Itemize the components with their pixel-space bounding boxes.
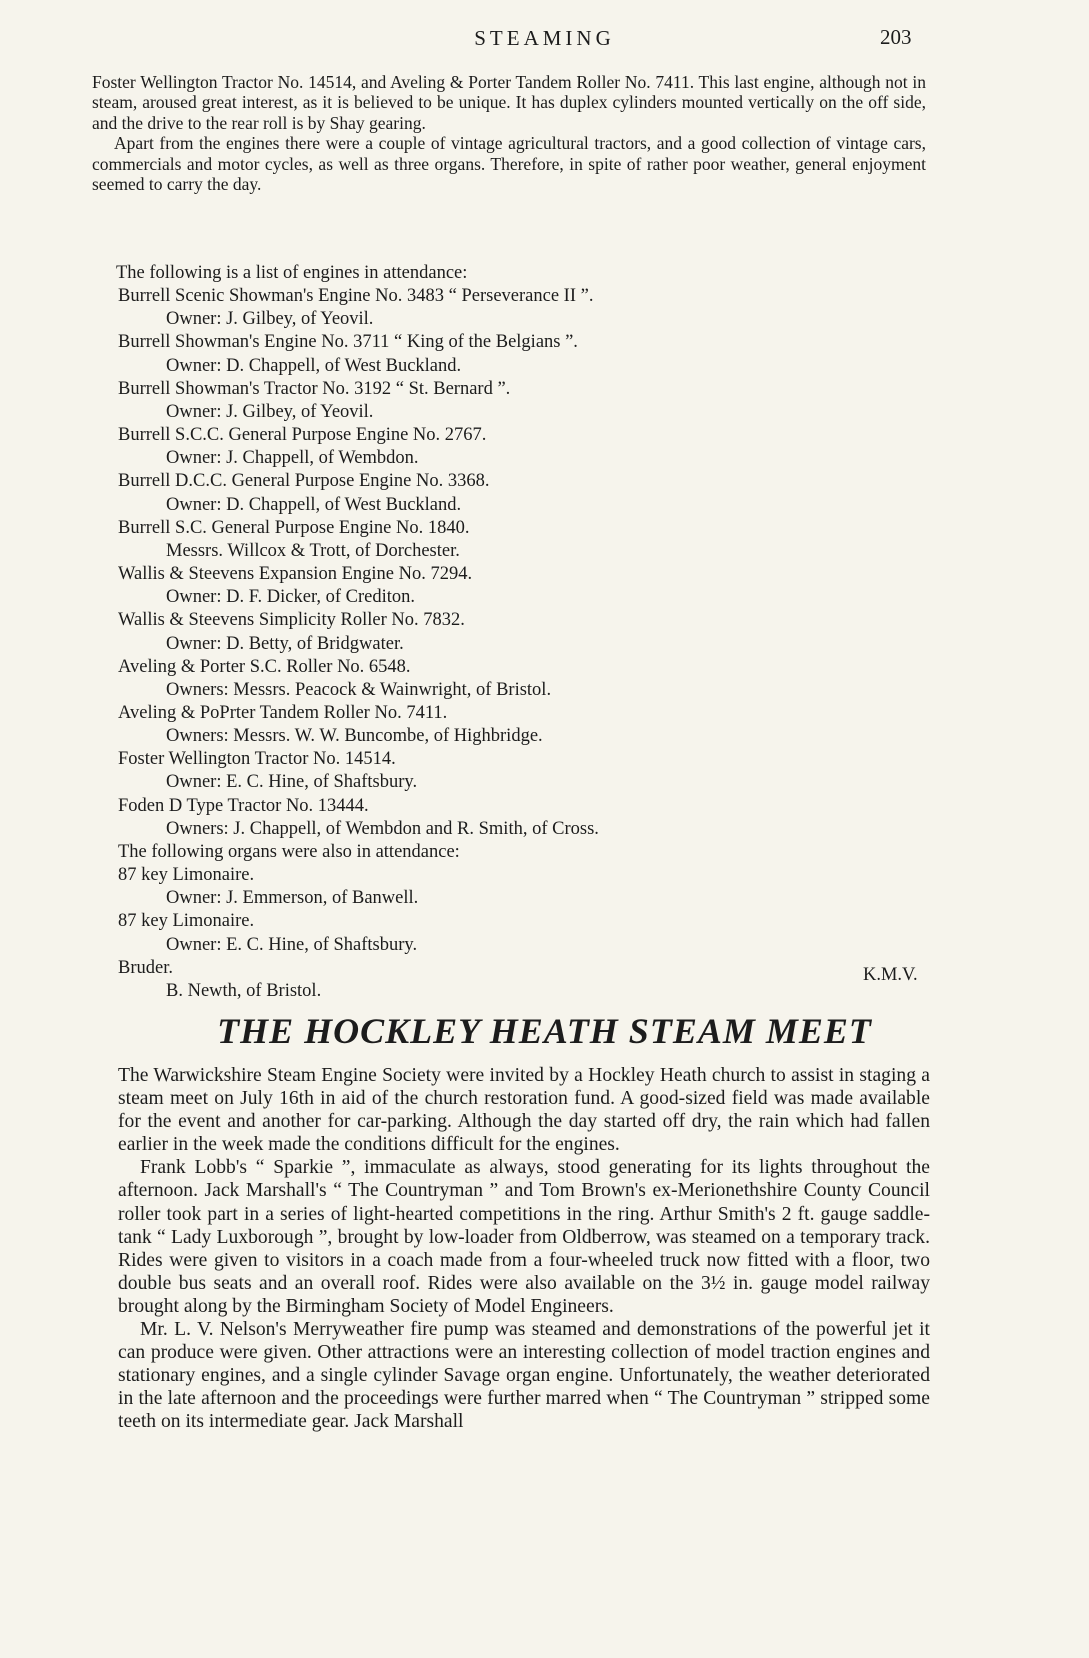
organ-entry: 87 key Limonaire. xyxy=(118,911,255,932)
engine-entry: Burrell S.C.C. General Purpose Engine No. 2767. xyxy=(118,425,487,446)
intro-paragraph: Apart from the engines there were a couple of vintage agricultural tractors, and a good collection of vintage cars, commercials and motor cycles, as well as three organs. Therefore, in spite of rather poor weather, general enjoyment seemed to carry the day. xyxy=(92,133,926,195)
attendance-list xyxy=(118,262,908,1003)
article-paragraph: Mr. L. V. Nelson's Merryweather fire pump was steamed and demonstrations of the powerful jet it can produce were given. Other attractions were an interesting collection of model traction engines and stationary engines, and a single cylinder Savage organ engine. Unfortunately, the weather deteriorated in the late afternoon and the proceedings were further marred when “ The Countryman ” stripped some teeth on its intermediate gear. Jack Marshall xyxy=(118,1319,930,1433)
engine-owner: Owner: D. F. Dicker, of Crediton. xyxy=(166,587,416,608)
engine-entry: Foster Wellington Tractor No. 14514. xyxy=(118,749,396,770)
article-heading: THE HOCKLEY HEATH STEAM MEET xyxy=(217,1011,872,1051)
organ-entry: Bruder. xyxy=(118,957,173,978)
organ-entry: 87 key Limonaire. xyxy=(118,865,255,886)
engine-owner: Owner: J. Gilbey, of Yeovil. xyxy=(166,309,374,330)
list-intro: The following is a list of engines in attendance: xyxy=(116,263,468,283)
engine-owner: Owner: E. C. Hine, of Shaftsbury. xyxy=(166,772,418,793)
engine-owner: Owner: D. Betty, of Bridgwater. xyxy=(166,633,404,654)
article-paragraph: Frank Lobb's “ Sparkie ”, immaculate as always, stood generating for its lights throughout the afternoon. Jack Marshall's “ The Countryman ” and Tom Brown's ex-Merionethshire County Council roller took part in a series of light-hearted competitions in the ring. Arthur Smith's 2 ft. gauge saddle-tank “ Lady Luxborough ”, brought by low-loader from Oldberrow, was steamed on a temporary track. Rides were given to visitors in a coach made from a four-wheeled truck now fitted with a floor, two double bus seats and an overall roof. Rides were also available on the 3½ in. gauge model railway brought along by the Birmingham Society of Model Engineers. xyxy=(118,1157,930,1317)
engine-entry: Wallis & Steevens Expansion Engine No. 7294. xyxy=(118,564,473,585)
page-number: 203 xyxy=(880,25,912,49)
intro-text xyxy=(92,72,926,194)
engine-entry: Wallis & Steevens Simplicity Roller No. 7832. xyxy=(118,610,465,631)
engine-owner: Owner: D. Chappell, of West Buckland. xyxy=(166,355,462,376)
engine-entry: Burrell S.C. General Purpose Engine No. 1840. xyxy=(118,517,470,538)
organ-owner: B. Newth, of Bristol. xyxy=(166,980,322,1001)
engine-entry: Aveling & PoPrter Tandem Roller No. 7411. xyxy=(118,702,448,723)
engine-owner: Messrs. Willcox & Trott, of Dorchester. xyxy=(166,540,460,561)
intro-paragraph: Foster Wellington Tractor No. 14514, and Aveling & Porter Tandem Roller No. 7411. This last engine, although not in steam, aroused great interest, as it is believed to be unique. It has duplex cylinders mounted vertically on the off side, and the drive to the rear roll is by Shay gearing. xyxy=(92,72,926,133)
engine-entry: Burrell Scenic Showman's Engine No. 3483 “ Perseverance II ”. xyxy=(118,286,594,307)
engine-owner: Owner: D. Chappell, of West Buckland. xyxy=(166,494,462,515)
engine-entry: Burrell Showman's Tractor No. 3192 “ St. Bernard ”. xyxy=(118,378,511,399)
article-paragraph: The Warwickshire Steam Engine Society were invited by a Hockley Heath church to assist in staging a steam meet on July 16th in aid of the church restoration fund. A good-sized field was made available for the event and another for car-parking. Although the day started off dry, the rain which had fallen earlier in the week made the conditions difficult for the engines. xyxy=(118,1065,930,1156)
organ-owner: Owner: E. C. Hine, of Shaftsbury. xyxy=(166,934,418,955)
engine-entry: Burrell Showman's Engine No. 3711 “ King of the Belgians ”. xyxy=(118,332,578,353)
engine-owner: Owner: J. Gilbey, of Yeovil. xyxy=(166,401,374,422)
running-title: STEAMING xyxy=(474,26,615,50)
engine-entry: Burrell D.C.C. General Purpose Engine No. 3368. xyxy=(118,471,490,492)
engine-owner: Owners: Messrs. W. W. Buncombe, of Highbridge. xyxy=(166,726,543,747)
engine-owner: Owners: Messrs. Peacock & Wainwright, of Bristol. xyxy=(166,679,552,700)
engine-entry: Aveling & Porter S.C. Roller No. 6548. xyxy=(118,656,411,677)
engine-owner: Owners: J. Chappell, of Wembdon and R. Smith, of Cross. xyxy=(166,818,599,839)
author-initials: K.M.V. xyxy=(863,965,918,985)
article-body xyxy=(118,1064,930,1434)
engine-entry: Foden D Type Tractor No. 13444. xyxy=(118,795,369,816)
organ-owner: Owner: J. Emmerson, of Banwell. xyxy=(166,888,419,909)
organs-intro: The following organs were also in attendance: xyxy=(118,841,460,862)
engine-owner: Owner: J. Chappell, of Wembdon. xyxy=(166,448,419,469)
